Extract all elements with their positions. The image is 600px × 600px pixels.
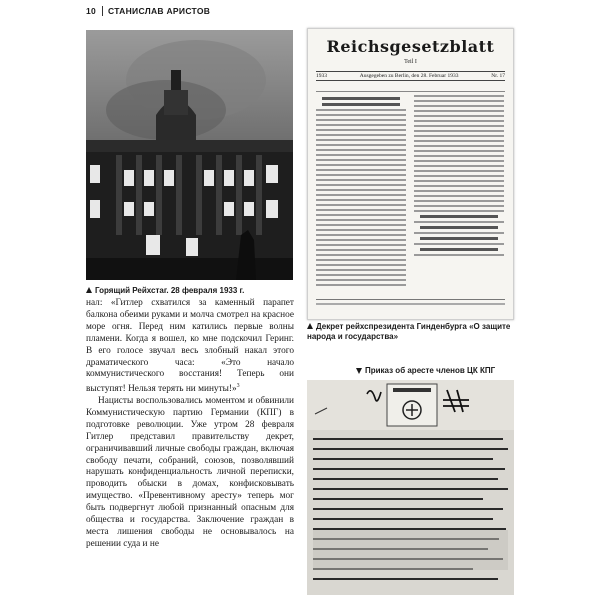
arrest-caption — [356, 366, 526, 375]
paragraph-1-text: нал: «Гитлер схватился за каменный парапет балкона обеими руками и молча смотрел на красное море огня. Перед ним катились первые волны пламени. Когда я вошел, ко мне подскочил Геринг. В его голосе звучал весь злобный накал этого драматического часа: «Это начало коммунистического восстания! Теперь они выступят! Нельзя терять ни минуты!» — [86, 298, 294, 395]
paragraph-2-text: Нацисты воспользовались моментом и обвинили Коммунистическую партию Германии (КПГ) в подготовке революции. Уже утром 28 февраля Гитлер представил правительству декрет, ограничивавший личные свободы граждан, включая свободу печати, собраний, союзов, позволявший нарушать конфиденциальность личной переписки, проводить обыски в домах, конфисковывать имущество. «Превентивному аресту» теперь мог быть подвергнут любой признанный опасным для общества и государства. Заключение граждан в места лишения свободы не основывалось на решении суда и не — [86, 396, 294, 549]
triangle-up-icon — [86, 287, 92, 293]
decree-contents-line — [316, 83, 505, 92]
reichstag-caption-text: Горящий Рейхстаг. 28 февраля 1933 г. — [95, 286, 245, 295]
arrest-order-scan — [307, 380, 514, 595]
reichstag-caption — [86, 286, 296, 295]
decree-caption-text: Декрет рейхспрезидента Гинденбурга «О защите народа и государства» — [307, 322, 511, 341]
arrest-caption-text: Приказ об аресте членов ЦК КПГ — [365, 366, 496, 375]
burning-reichstag-photo — [86, 30, 293, 280]
triangle-down-icon — [356, 368, 362, 374]
footnote-marker: 3 — [236, 383, 240, 390]
decree-right-column — [414, 95, 504, 259]
decree-footer — [316, 303, 505, 305]
triangle-up-icon — [307, 323, 313, 329]
decree-place-date: Ausgegeben zu Berlin, den 28. Februar 1933 — [359, 73, 459, 79]
author-name: СТАНИСЛАВ АРИСТОВ — [108, 6, 211, 16]
decree-left-column — [316, 95, 406, 289]
decree-caption — [307, 322, 517, 342]
decree-footer-rule — [316, 299, 505, 300]
decree-issue-line — [316, 71, 505, 81]
body-paragraph-2 — [86, 396, 294, 551]
decree-year: 1933 — [316, 73, 327, 79]
decree-document-scan — [307, 28, 514, 320]
header-divider — [102, 6, 103, 16]
decree-number: Nr. 17 — [491, 73, 505, 79]
page-number: 10 — [86, 6, 97, 16]
decree-part: Teil I — [404, 59, 417, 65]
decree-masthead: Reichsgesetzblatt — [326, 37, 495, 56]
body-paragraph-1 — [86, 298, 294, 396]
